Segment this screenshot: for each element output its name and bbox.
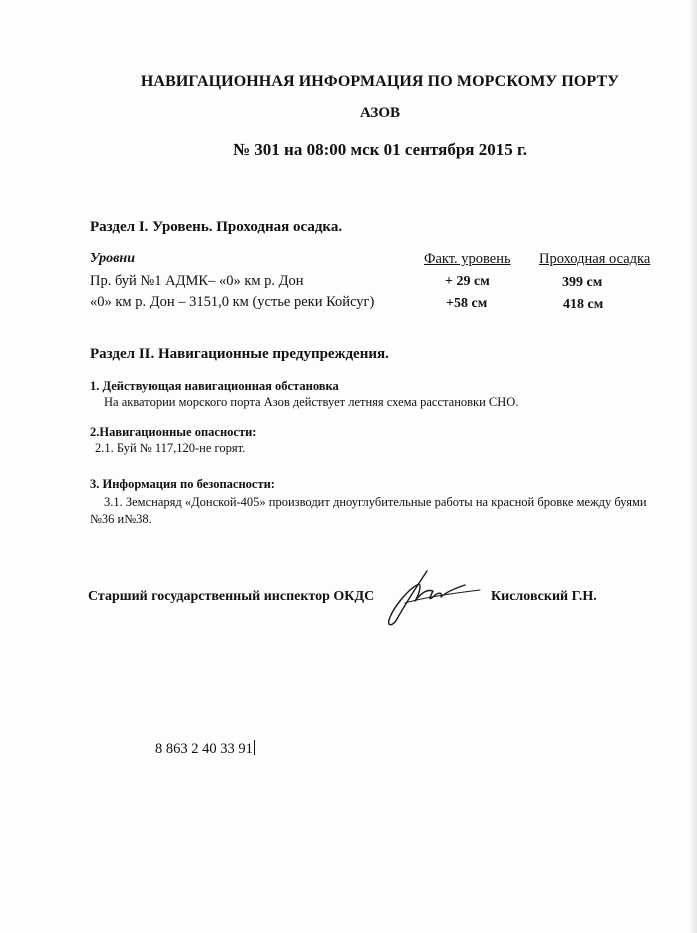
report-number-date: № 301 на 08:00 мск 01 сентября 2015 г. — [232, 140, 528, 159]
item2-text: 2.1. Буй № 117,120-не горят. — [95, 441, 246, 455]
signatory-name: Кисловский Г.Н. — [491, 589, 597, 604]
document-title: НАВИГАЦИОННАЯ ИНФОРМАЦИЯ ПО МОРСКОМУ ПОРТУ — [140, 73, 620, 90]
signatory-position: Старший государственный инспектор ОКДС — [88, 589, 375, 604]
level-row-draft: 418 см — [563, 297, 604, 312]
item2-heading: 2.Навигационные опасности: — [90, 425, 257, 439]
level-row-draft: 399 см — [562, 275, 603, 290]
section2-heading: Раздел II. Навигационные предупреждения. — [90, 346, 389, 362]
section1-heading: Раздел I. Уровень. Проходная осадка. — [90, 219, 343, 235]
col-head-levels: Уровни — [90, 251, 135, 266]
level-row-name: «0» км р. Дон – 3151,0 км (устье реки Койсуг) — [90, 294, 375, 310]
handwritten-signature — [375, 563, 490, 631]
item3-heading: 3. Информация по безопасности: — [90, 477, 275, 491]
item1-text: На акватории морского порта Азов действует летняя схема расстановки СНО. — [104, 395, 519, 409]
level-row-fact: + 29 см — [445, 274, 490, 289]
col-head-fact-level: Факт. уровень — [424, 251, 511, 267]
text-cursor — [254, 740, 255, 755]
contact-phone — [155, 740, 255, 758]
contact-phone-number: 8 863 2 40 33 91 — [155, 741, 253, 757]
port-name: АЗОВ — [359, 105, 401, 121]
col-head-draft: Проходная осадка — [539, 251, 651, 267]
item3-text: 3.1. Земснаряд «Донской-405» производит дноуглубительные работы на красной бровке между буями №36 и№38. — [90, 495, 647, 526]
item1-heading: 1. Действующая навигационная обстановка — [90, 379, 339, 393]
level-row-name: Пр. буй №1 АДМК– «0» км р. Дон — [90, 273, 304, 289]
level-row-fact: +58 см — [446, 296, 488, 311]
